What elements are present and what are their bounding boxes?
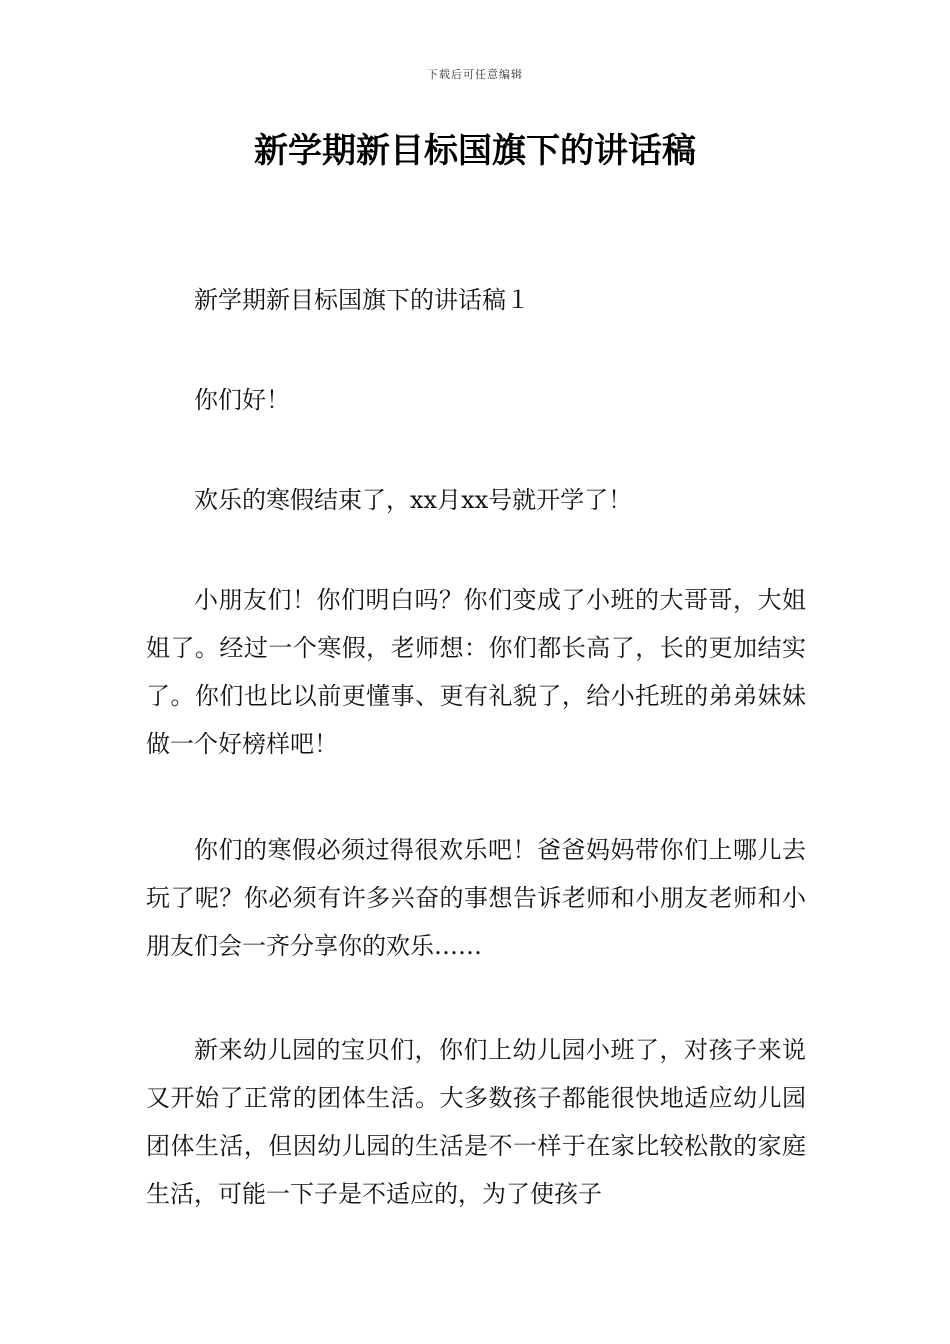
greeting-paragraph: 你们好！ [194,386,290,414]
section-heading: 新学期新目标国旗下的讲话稿１ [194,286,530,314]
document-title: 新学期新目标国旗下的讲话稿 [254,131,696,171]
body-paragraph: 欢乐的寒假结束了，xx月xx号就开学了！ [194,486,633,514]
body-paragraph: 新来幼儿园的宝贝们，你们上幼儿园小班了，对孩子来说又开始了正常的团体生活。大多数孩子都能很快地适应幼儿园团体生活，但因幼儿园的生活是不一样于在家比较松散的家庭生活，可能一下子是不适应的，为了使孩子 [146,1036,806,1208]
body-paragraph: 你们的寒假必须过得很欢乐吧！爸爸妈妈带你们上哪儿去玩了呢？你必须有许多兴奋的事想告诉老师和小朋友老师和小朋友们会一齐分享你的欢乐…… [146,836,806,960]
page-header-note: 下载后可任意编辑 [427,68,523,81]
body-paragraph: 小朋友们！你们明白吗？你们变成了小班的大哥哥，大姐姐了。经过一个寒假，老师想：你们都长高了，长的更加结实了。你们也比以前更懂事、更有礼貌了，给小托班的弟弟妹妹做一个好榜样吧！ [146,586,806,758]
